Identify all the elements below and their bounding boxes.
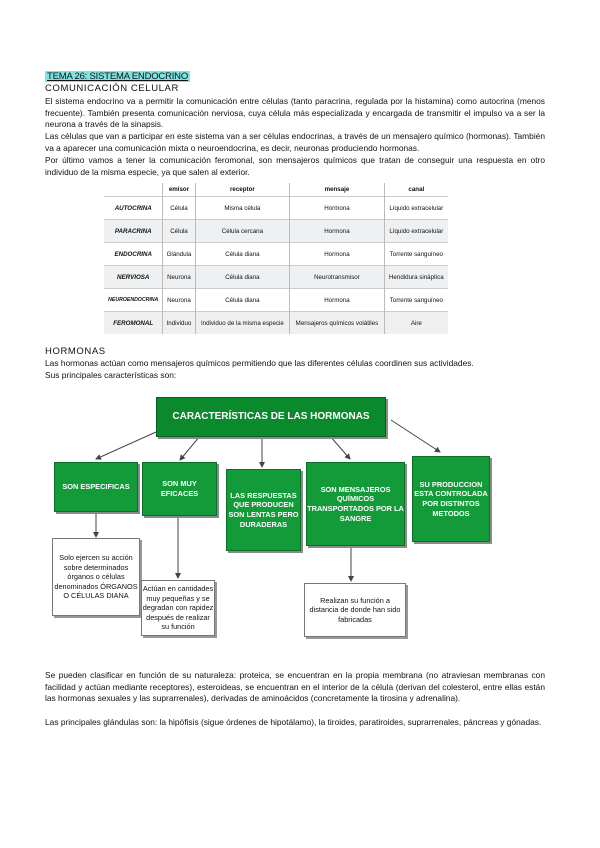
section-heading-comunicacion: COMUNICACIÓN CELULAR — [45, 83, 179, 94]
diagram-note-distancia: Realizan su función a distancia de donde han sido fabricadas — [304, 583, 406, 637]
page-title: TEMA 26: SISTEMA ENDOCRINO — [47, 71, 189, 82]
arrow-to-box2 — [180, 436, 200, 460]
table-cell: Célula — [163, 220, 195, 243]
paragraph-7: Las principales glándulas son: la hipófisis (sigue órdenes de hipotálamo), la tiroides, paratiroides, suprarrenales, páncreas y gónadas. — [45, 717, 542, 727]
table-header-cell: mensaje — [290, 183, 384, 197]
table-cell-type: ENDOCRINA — [104, 243, 163, 266]
table-cell: Hormona — [290, 243, 384, 266]
arrow-to-box5 — [391, 420, 440, 452]
diagram-box-especificas: SON ESPECIFICAS — [54, 462, 138, 512]
paragraph-2: Las células que van a participar en este sistema van a ser células endocrinas, a través de un mensajero químico (hormonas). También va a aparecer una comunicación mixta o neuroendocrina, es decir, neuronas produciendo hormonas. — [45, 131, 545, 153]
table-cell: Neurotransmisor — [290, 266, 384, 289]
diagram-box-mensajeros: SON MENSAJEROS QUÍMICOS TRANSPORTADOS POR LA SANGRE — [306, 462, 405, 546]
table-cell: Líquido extracelular — [384, 197, 448, 220]
paragraph-4: Las hormonas actúan como mensajeros químicos permitiendo que las diferentes células coordinen sus actividades. — [45, 358, 474, 368]
table-cell-type: PARACRINA — [104, 220, 163, 243]
table-cell: Torrente sanguíneo — [384, 243, 448, 266]
arrow-to-box4 — [330, 436, 350, 459]
table-cell: Célula diana — [195, 243, 290, 266]
arrow-to-box1 — [96, 432, 156, 459]
table-cell: Célula diana — [195, 266, 290, 289]
table-cell-type: FEROMONAL — [104, 312, 163, 335]
paragraph-3: Por último vamos a tener la comunicación feromonal, son mensajeros químicos que tratan de conseguir una respuesta en otro individuo de la misma especie, ya que salen al exterior. — [45, 155, 545, 177]
paragraph-5: Sus principales características son: — [45, 370, 177, 380]
diagram-note-diana: Solo ejercen su acción sobre determinados órganos o células denominados ÓRGANOS O CÉLULAS DIANA — [52, 538, 140, 616]
table-cell: Hormona — [290, 220, 384, 243]
section-heading-hormonas: HORMONAS — [45, 346, 106, 357]
table-cell-type: NEUROENDOCRINA — [104, 289, 163, 312]
diagram-box-produccion: SU PRODUCCION ESTA CONTROLADA POR DISTINTOS METODOS — [412, 456, 490, 542]
table-cell: Líquido extracelular — [384, 220, 448, 243]
table-cell: Glándula — [163, 243, 195, 266]
table-cell: Neurona — [163, 266, 195, 289]
table-cell: Hormona — [290, 197, 384, 220]
diagram-box-eficaces: SON MUY EFICACES — [142, 462, 217, 516]
diagram-note-cantidades: Actúan en cantidades muy pequeñas y se degradan con rapidez después de realizar su función — [141, 580, 215, 636]
table-cell-type: NERVIOSA — [104, 266, 163, 289]
paragraph-1: El sistema endocrino va a permitir la comunicación entre células (tanto paracrina, regulada por la histamina) como autocrina (menos frecuente). También presenta comunicación nerviosa, cuya célula más especializada y encargada de transmitir el impulso va a ser la neurona a través de la sinapsis. — [45, 96, 545, 130]
table-header-cell: receptor — [195, 183, 290, 197]
table-cell: Neurona — [163, 289, 195, 312]
table-cell: Misma célula — [195, 197, 290, 220]
table-cell: Individuo de la misma especie — [195, 312, 290, 335]
table-header-cell: emisor — [163, 183, 195, 197]
table-cell: Torrente sanguíneo — [384, 289, 448, 312]
table-header-cell: canal — [384, 183, 448, 197]
table-cell: Mensajeros químicos volátiles — [290, 312, 384, 335]
table-cell: Aire — [384, 312, 448, 335]
table-cell: Célula diana — [195, 289, 290, 312]
paragraph-6: Se pueden clasificar en función de su naturaleza: proteica, se encuentran en la propia membrana (no atraviesan membranas con facilidad y actúan mediante receptores), esteroideas, se encuentran en el interior de la célula (derivan del colesterol, entre ellas están las hormonas sexuales y las suprarrenales), derivadas de aminoácidos (concretamente la tirosina y adrenalina). — [45, 670, 545, 704]
table-cell-type: AUTOCRINA — [104, 197, 163, 220]
table-cell: Hormona — [290, 289, 384, 312]
table-cell: Célula cercana — [195, 220, 290, 243]
table-cell: Hendidura sináptica — [384, 266, 448, 289]
diagram-box-respuestas: LAS RESPUESTAS QUE PRODUCEN SON LENTAS PERO DURADERAS — [226, 469, 301, 551]
diagram-main-box: CARACTERÍSTICAS DE LAS HORMONAS — [156, 397, 386, 437]
table-cell: Célula — [163, 197, 195, 220]
table-cell: Individuo — [163, 312, 195, 335]
